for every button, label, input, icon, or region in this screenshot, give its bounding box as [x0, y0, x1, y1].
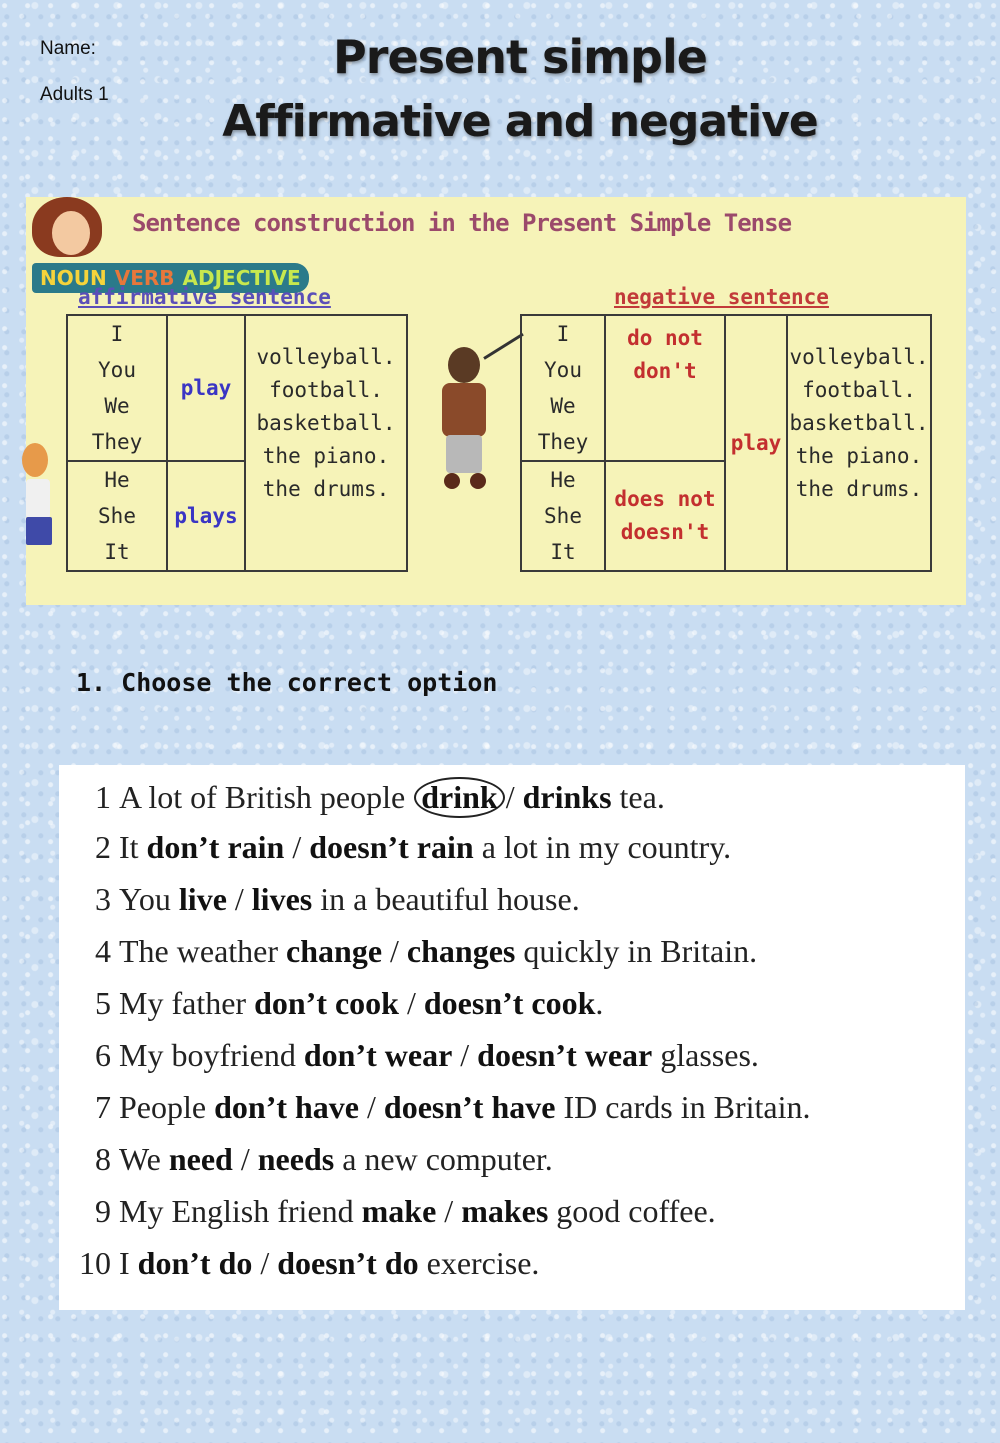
- exercise-item: [59, 777, 665, 823]
- item-suffix: a new computer.: [334, 1141, 553, 1177]
- item-prefix: The weather: [119, 933, 287, 969]
- option-1[interactable]: don’t do: [137, 1245, 253, 1281]
- item-suffix: exercise.: [418, 1245, 540, 1281]
- option-separator: /: [382, 933, 407, 969]
- verb-plays: plays: [167, 461, 245, 571]
- option-2[interactable]: doesn’t do: [277, 1245, 419, 1281]
- option-1[interactable]: need: [168, 1141, 233, 1177]
- option-separator: /: [436, 1193, 462, 1229]
- exercise-box: [59, 765, 965, 1310]
- pos-adjective: ADJECTIVE: [182, 266, 301, 290]
- item-suffix: ID cards in Britain.: [555, 1089, 811, 1125]
- option-separator: /: [226, 881, 252, 917]
- negative-heading: negative sentence: [614, 285, 829, 309]
- item-prefix: My father: [119, 985, 255, 1021]
- item-number: 2: [95, 829, 111, 865]
- exercise-item: [59, 1037, 759, 1083]
- option-2[interactable]: doesn’t have: [383, 1089, 556, 1125]
- aux-text: doesn't: [620, 520, 710, 544]
- exercise-item: [59, 1141, 553, 1187]
- object: football.: [802, 377, 916, 402]
- page-subtitle: Affirmative and negative: [222, 96, 818, 147]
- item-prefix: You: [119, 881, 179, 917]
- exercise-item: [59, 1245, 539, 1291]
- pronoun: They: [537, 430, 589, 454]
- girl-illustration: [26, 443, 52, 553]
- option-1[interactable]: don’t rain: [146, 829, 285, 865]
- option-separator: /: [505, 779, 523, 815]
- pronoun: You: [544, 358, 582, 382]
- object: basketball.: [256, 410, 396, 435]
- item-suffix: quickly in Britain.: [515, 933, 758, 969]
- pronouns-singular: [521, 461, 605, 571]
- item-prefix: My English friend: [119, 1193, 362, 1229]
- option-2[interactable]: doesn’t rain: [309, 829, 474, 865]
- item-number: 7: [95, 1089, 111, 1125]
- teacher-face-illustration: [52, 211, 90, 255]
- item-suffix: glasses.: [652, 1037, 759, 1073]
- option-2[interactable]: makes: [461, 1193, 549, 1229]
- object: the drums.: [795, 476, 923, 501]
- verb-play: play: [167, 315, 245, 461]
- option-2[interactable]: needs: [257, 1141, 335, 1177]
- item-prefix: I: [119, 1245, 138, 1281]
- option-1[interactable]: don’t have: [214, 1089, 359, 1125]
- item-suffix: .: [595, 985, 604, 1021]
- option-1[interactable]: don’t wear: [303, 1037, 453, 1073]
- aux-text: do not: [627, 326, 703, 350]
- item-suffix: in a beautiful house.: [312, 881, 580, 917]
- item-suffix: good coffee.: [548, 1193, 716, 1229]
- option-2[interactable]: doesn’t wear: [477, 1037, 653, 1073]
- option-separator: /: [284, 829, 310, 865]
- object: volleyball.: [256, 344, 396, 369]
- option-2[interactable]: drinks: [522, 779, 612, 815]
- option-1[interactable]: make: [361, 1193, 437, 1229]
- item-number: 3: [95, 881, 111, 917]
- pronoun: She: [98, 504, 136, 528]
- verb-play: play: [725, 315, 787, 571]
- pronoun: I: [556, 322, 570, 346]
- aux-text: don't: [633, 359, 697, 383]
- name-label: Name:: [40, 38, 96, 59]
- item-suffix: a lot in my country.: [473, 829, 732, 865]
- pronoun: She: [544, 504, 582, 528]
- object: the drums.: [262, 476, 390, 501]
- grammar-panel: [26, 197, 966, 605]
- option-separator: /: [398, 985, 424, 1021]
- affirmative-table: [66, 314, 408, 572]
- object: basketball.: [789, 410, 929, 435]
- item-number: 10: [79, 1245, 111, 1281]
- objects-cell: [245, 315, 407, 571]
- pronoun: It: [104, 540, 130, 564]
- option-1[interactable]: change: [286, 933, 383, 969]
- affirmative-heading: affirmative sentence: [78, 285, 331, 309]
- aux-text: does not: [614, 487, 716, 511]
- item-number: 8: [95, 1141, 111, 1177]
- pronoun: He: [104, 468, 130, 492]
- pronouns-plural: [521, 315, 605, 461]
- exercise-item: [59, 985, 603, 1031]
- item-prefix: People: [119, 1089, 215, 1125]
- aux-do-not: [605, 315, 725, 461]
- option-1[interactable]: live: [178, 881, 227, 917]
- item-number: 5: [95, 985, 111, 1021]
- pronoun: We: [550, 394, 576, 418]
- object: the piano.: [795, 443, 923, 468]
- item-prefix: We: [119, 1141, 169, 1177]
- exercise-item: [59, 881, 580, 927]
- exercise-item: [59, 1089, 811, 1135]
- grammar-heading: Sentence construction in the Present Simple Tense: [132, 209, 792, 237]
- exercise-item: [59, 829, 731, 875]
- pronoun: They: [91, 430, 143, 454]
- option-2[interactable]: changes: [406, 933, 516, 969]
- pronoun: We: [104, 394, 130, 418]
- object: the piano.: [262, 443, 390, 468]
- option-separator: /: [359, 1089, 384, 1125]
- level-label: Adults 1: [40, 84, 109, 105]
- pos-verb: VERB: [114, 266, 175, 290]
- item-number: 4: [95, 933, 111, 969]
- pronoun: It: [550, 540, 576, 564]
- pronoun: You: [98, 358, 136, 382]
- pos-noun: NOUN: [40, 266, 107, 290]
- pronoun: He: [550, 468, 576, 492]
- option-separator: /: [452, 1037, 478, 1073]
- option-1[interactable]: don’t cook: [254, 985, 399, 1021]
- object: football.: [269, 377, 383, 402]
- option-separator: /: [232, 1141, 258, 1177]
- item-prefix: My boyfriend: [119, 1037, 304, 1073]
- item-number: 1: [95, 779, 111, 815]
- exercise-item: [59, 933, 757, 979]
- object: volleyball.: [789, 344, 929, 369]
- item-number: 6: [95, 1037, 111, 1073]
- boy-illustration: [430, 347, 510, 497]
- pronoun: I: [110, 322, 124, 346]
- exercise-title: 1. Choose the correct option: [76, 668, 498, 697]
- negative-table: [520, 314, 932, 572]
- page-title: Present simple: [333, 30, 707, 84]
- option-1[interactable]: drink: [414, 777, 504, 818]
- pronouns-singular: [67, 461, 167, 571]
- option-separator: /: [252, 1245, 278, 1281]
- item-prefix: It: [119, 829, 147, 865]
- option-2[interactable]: doesn’t cook: [423, 985, 596, 1021]
- item-prefix: A lot of British people: [119, 779, 414, 815]
- exercise-item: [59, 1193, 716, 1239]
- item-number: 9: [95, 1193, 111, 1229]
- pronouns-plural: [67, 315, 167, 461]
- option-2[interactable]: lives: [251, 881, 313, 917]
- objects-cell: [787, 315, 931, 571]
- aux-does-not: [605, 461, 725, 571]
- item-suffix: tea.: [611, 779, 665, 815]
